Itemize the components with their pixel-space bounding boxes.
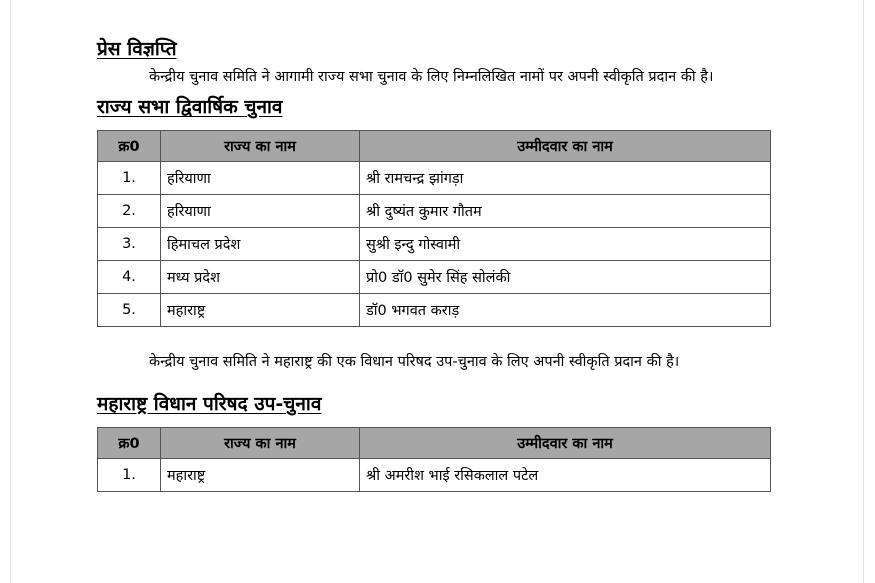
row-serial: 3.: [98, 228, 161, 261]
table-header-row: [98, 131, 771, 162]
intro-paragraph: केन्द्रीय चुनाव समिति ने आगामी राज्य सभा चुनाव के लिए निम्नलिखित नामों पर अपनी स्वीकृति प्रदान की है।: [149, 69, 714, 85]
row-candidate: प्रो0 डॉ0 सुमेर सिंह सोलंकी: [360, 261, 771, 294]
column-header-state: राज्य का नाम: [161, 428, 360, 459]
row-candidate: सुश्री इन्दु गोस्वामी: [360, 228, 771, 261]
table-row: [98, 261, 771, 294]
row-candidate: श्री रामचन्द्र झांगड़ा: [360, 162, 771, 195]
row-candidate: डॉ0 भगवत कराड़: [360, 294, 771, 327]
press-release-title: प्रेस विज्ञप्ति: [97, 38, 177, 60]
table-row: [98, 195, 771, 228]
row-state: महाराष्ट्र: [161, 294, 360, 327]
column-header-serial: क्र0: [98, 428, 161, 459]
row-serial: 4.: [98, 261, 161, 294]
row-state: मध्य प्रदेश: [161, 261, 360, 294]
table-row: [98, 294, 771, 327]
column-header-state: राज्य का नाम: [161, 131, 360, 162]
row-serial: 2.: [98, 195, 161, 228]
table-header-row: [98, 428, 771, 459]
column-header-serial: क्र0: [98, 131, 161, 162]
section2-heading: महाराष्ट्र विधान परिषद उप-चुनाव: [97, 393, 322, 415]
document-content: [97, 36, 773, 492]
row-serial: 1.: [98, 459, 161, 492]
column-header-candidate: उम्मीदवार का नाम: [360, 131, 771, 162]
row-serial: 5.: [98, 294, 161, 327]
row-serial: 1.: [98, 162, 161, 195]
vidhan-parishad-table: [97, 427, 771, 492]
row-state: हिमाचल प्रदेश: [161, 228, 360, 261]
rajya-sabha-table: [97, 130, 771, 327]
column-header-candidate: उम्मीदवार का नाम: [360, 428, 771, 459]
row-state: महाराष्ट्र: [161, 459, 360, 492]
section1-heading: राज्य सभा द्विवार्षिक चुनाव: [97, 96, 283, 118]
row-candidate: श्री अमरीश भाई रसिकलाल पटेल: [360, 459, 771, 492]
row-state: हरियाणा: [161, 195, 360, 228]
table-row: [98, 228, 771, 261]
row-state: हरियाणा: [161, 162, 360, 195]
table-row: [98, 459, 771, 492]
table-row: [98, 162, 771, 195]
row-candidate: श्री दुष्यंत कुमार गौतम: [360, 195, 771, 228]
second-paragraph: केन्द्रीय चुनाव समिति ने महाराष्ट्र की एक विधान परिषद उप-चुनाव के लिए अपनी स्वीकृति प्रदान की है।: [149, 354, 680, 370]
